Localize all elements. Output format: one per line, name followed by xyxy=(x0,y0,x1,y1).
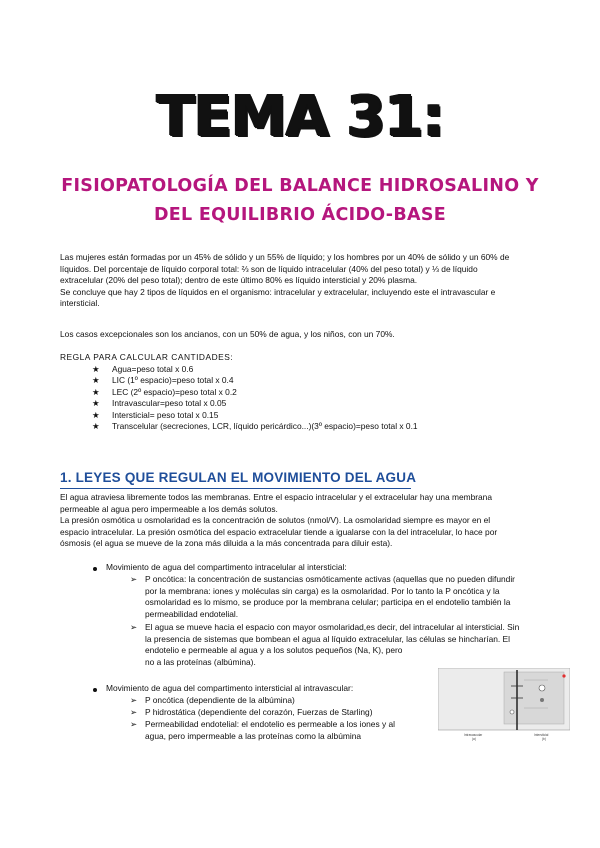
starling-diagram xyxy=(438,668,570,748)
sub-bullet-hidrostatica: P hidrostática (dependiente del corazón, Fuerzas de Starling) xyxy=(145,707,373,717)
diagram-label-right-b: (b) xyxy=(542,737,546,741)
intro-line: Se concluye que hay 2 tipos de líquidos en el organismo: intracelular y extracelular, incluyendo este el intravascular e xyxy=(60,286,496,297)
intro-line: intersticial. xyxy=(60,298,100,309)
sub-bullet-oncotica: P oncótica: la concentración de sustancias osmóticamente activas (aquellas que no pueden difundir por la membrana: iones y moléculas sin carga) es la osmolaridad. Por lo tanto la P oncótica y la osmolaridad es lo mismo, se produce por la membrana celular; participa en el endotelio también la permeabilidad endotelial. xyxy=(145,574,515,619)
bullet-2-text: Movimiento de agua del compartimento intersticial al intravascular: xyxy=(106,683,354,693)
section-line: La presión osmótica u osmolaridad es la concentración de solutos (nmol/V). La osmolaridad siempre es mayor en el xyxy=(60,515,491,526)
diagram-label-right: Intersticial xyxy=(534,733,549,737)
arrow-bullet-icon: ➢ xyxy=(130,707,138,717)
diagram-accent-dot xyxy=(562,674,565,677)
star-icon: ★ xyxy=(92,386,100,397)
star-icon: ★ xyxy=(92,375,100,386)
list-item: ★ Agua=peso total x 0.6 xyxy=(92,364,194,374)
diagram-label-left: Intravascular xyxy=(464,733,483,737)
rule-list xyxy=(92,364,418,432)
list-item: ★ Transcelular (secreciones, LCR, líquido pericárdico...)(3º espacio)=peso total x 0.1 xyxy=(92,421,418,432)
star-icon: ★ xyxy=(92,421,100,432)
arrow-bullet-icon: ➢ xyxy=(130,695,138,705)
bullet-dot-icon xyxy=(93,567,97,571)
section-underline xyxy=(60,488,411,489)
star-icon: ★ xyxy=(92,398,100,409)
bullet-dot-icon xyxy=(93,688,97,692)
intro-paragraph xyxy=(60,252,554,310)
arrow-bullet-icon: ➢ xyxy=(130,574,138,584)
arrow-bullet-icon: ➢ xyxy=(130,622,138,632)
list-item: ★ Intersticial= peso total x 0.15 xyxy=(92,409,219,420)
intro-line: extracelular (20% del peso total); dentro de este último 80% es líquido intersticial y 20% plasma. xyxy=(60,275,418,286)
diagram-particle xyxy=(539,685,545,691)
star-icon: ★ xyxy=(92,409,100,420)
rule-heading: REGLA PARA CALCULAR CANTIDADES: xyxy=(60,352,234,362)
arrow-bullet-icon: ➢ xyxy=(130,719,138,729)
diagram-label-left-b: (a) xyxy=(472,737,476,741)
section-line: ósmosis (el agua se mueve de la zona más diluida a la más concentrada para diluir esta). xyxy=(60,538,393,549)
diagram-particle xyxy=(510,710,514,714)
sub-bullet-permeabilidad: Permeabilidad endotelial: el endotelio es permeable a los iones y al agua, pero impermeable a las proteínas como la albúmina xyxy=(145,719,396,741)
sub-bullet-oncotica-2: P oncótica (dependiente de la albúmina) xyxy=(145,695,295,705)
section-heading: 1. LEYES QUE REGULAN EL MOVIMIENTO DEL AGUA xyxy=(60,470,417,485)
list-item: ★ Intravascular=peso total x 0.05 xyxy=(92,398,227,409)
section-line: permeable al agua pero impermeable a los demás solutos. xyxy=(60,503,278,514)
subtitle-line-1: FISIOPATOLOGÍA DEL BALANCE HIDROSALINO Y xyxy=(61,176,539,196)
section-line: espacio intracelular. La presión osmótica del espacio extracelular tiende a igualarse con la del intracelular, lo hace por xyxy=(60,526,498,537)
subtitle-line-2: DEL EQUILIBRIO ÁCIDO-BASE xyxy=(153,205,447,225)
list-item: ★ LIC (1º espacio)=peso total x 0.4 xyxy=(92,375,234,386)
star-icon: ★ xyxy=(92,364,100,374)
section-paragraph xyxy=(60,492,554,550)
bullet-1-text: Movimiento de agua del compartimento intracelular al intersticial: xyxy=(106,562,347,572)
intro-exceptions: Los casos excepcionales son los ancianos, con un 50% de agua, y los niños, con un 70%. xyxy=(60,329,395,339)
section-line: El agua atraviesa libremente todos las membranas. Entre el espacio intracelular y el extracelular hay una membrana xyxy=(60,492,492,502)
page-title: TEMA 31: xyxy=(156,84,444,149)
intro-line: Las mujeres están formadas por un 45% de sólido y un 55% de líquido; y los hombres por un 40% de sólido y un 60% de xyxy=(60,252,510,262)
list-item: ★ LEC (2º espacio)=peso total x 0.2 xyxy=(92,386,237,397)
diagram-svg xyxy=(438,668,570,748)
diagram-particle xyxy=(540,698,544,702)
intro-line: líquidos. Del porcentaje de líquido corporal total: ⅔ son de líquido intracelular (40% del peso total) y ⅓ de líquido xyxy=(60,263,478,274)
sub-bullet-osmolaridad: El agua se mueve hacia el espacio con mayor osmolaridad,es decir, del intracelular al intersticial. Sin la presencia de sistemas que bombean el agua al líquido extracelular, las células se hincharían. El endotelio e permeable al agua y a los solutos pequeños (Na, K), pero no a las proteínas (albúmina). xyxy=(145,622,520,667)
